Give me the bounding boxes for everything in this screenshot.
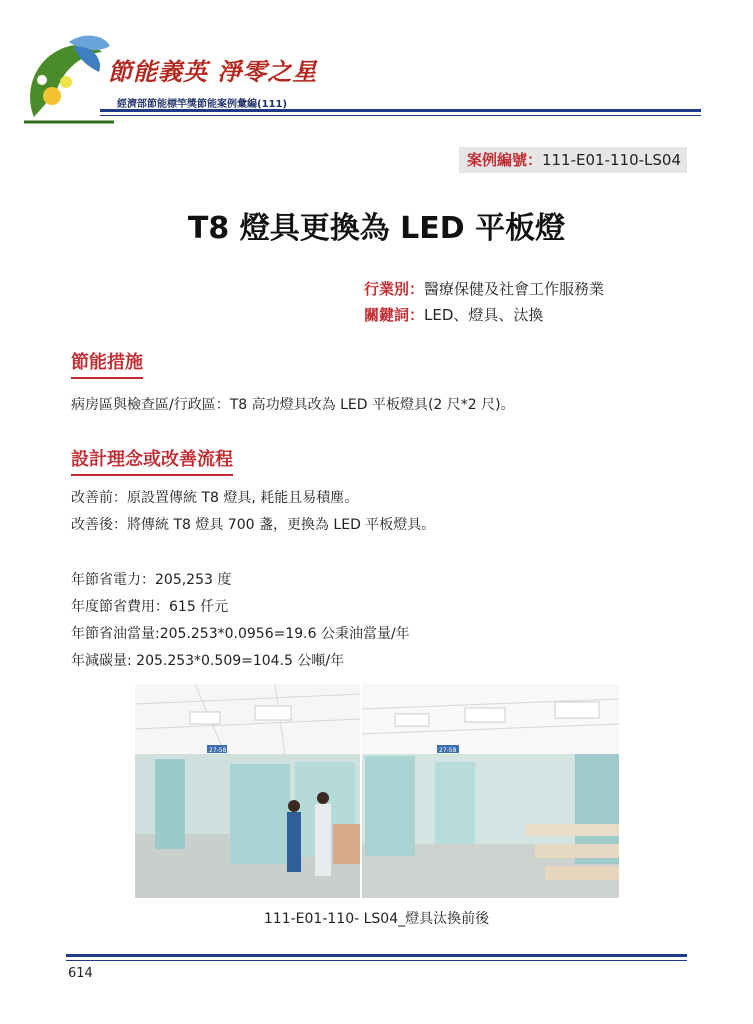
page-number: 614 <box>68 966 93 981</box>
case-id-label: 案例編號： <box>466 151 542 169</box>
ward-photo <box>135 684 619 898</box>
header-rule <box>100 109 701 112</box>
case-id <box>459 147 687 173</box>
section-heading-measures: 節能措施 <box>71 348 143 374</box>
before-text: 改善前：原設置傳統 T8 燈具, 耗能且易積塵。 <box>71 490 359 506</box>
industry-label: 行業別： <box>364 280 425 298</box>
photo-caption: 111-E01-110- LS04_燈具汰換前後 <box>263 911 490 927</box>
annual-cost: 年度節省費用：615 仟元 <box>71 599 229 615</box>
industry-value: 醫療保健及社會工作服務業 <box>424 280 605 298</box>
industry <box>364 278 604 299</box>
section-heading-design: 設計理念或改善流程 <box>71 445 233 471</box>
header-subtitle: 經濟部節能標竿獎節能案例彙編(111) <box>117 99 288 110</box>
sign-right: 27-58 <box>439 747 457 754</box>
keywords <box>364 304 543 325</box>
footer-rule-thin <box>66 960 687 961</box>
keywords-value: LED、燈具、汰換 <box>424 306 544 324</box>
header-title: 節能義英 淨零之星 <box>108 57 318 86</box>
annual-carbon-reduction: 年減碳量: 205.253*0.509=104.5 公噸/年 <box>71 653 345 669</box>
sign-left: 27-58 <box>209 747 227 754</box>
annual-oil-equivalent: 年節省油當量:205.253*0.0956=19.6 公秉油當量/年 <box>71 626 410 642</box>
case-id-value: 111-E01-110-LS04 <box>541 151 681 169</box>
footer-rule <box>66 954 687 957</box>
annual-electricity: 年節省電力：205,253 度 <box>71 572 232 588</box>
header-rule-thin <box>100 115 701 116</box>
keywords-label: 關鍵詞： <box>364 306 425 324</box>
document-title: T8 燈具更換為 LED 平板燈 <box>187 211 566 246</box>
measures-text: 病房區與檢查區/行政區：T8 高功燈具改為 LED 平板燈具(2 尺*2 尺)。 <box>71 397 515 413</box>
after-text: 改善後：將傳統 T8 燈具 700 盞，更換為 LED 平板燈具。 <box>71 517 436 533</box>
